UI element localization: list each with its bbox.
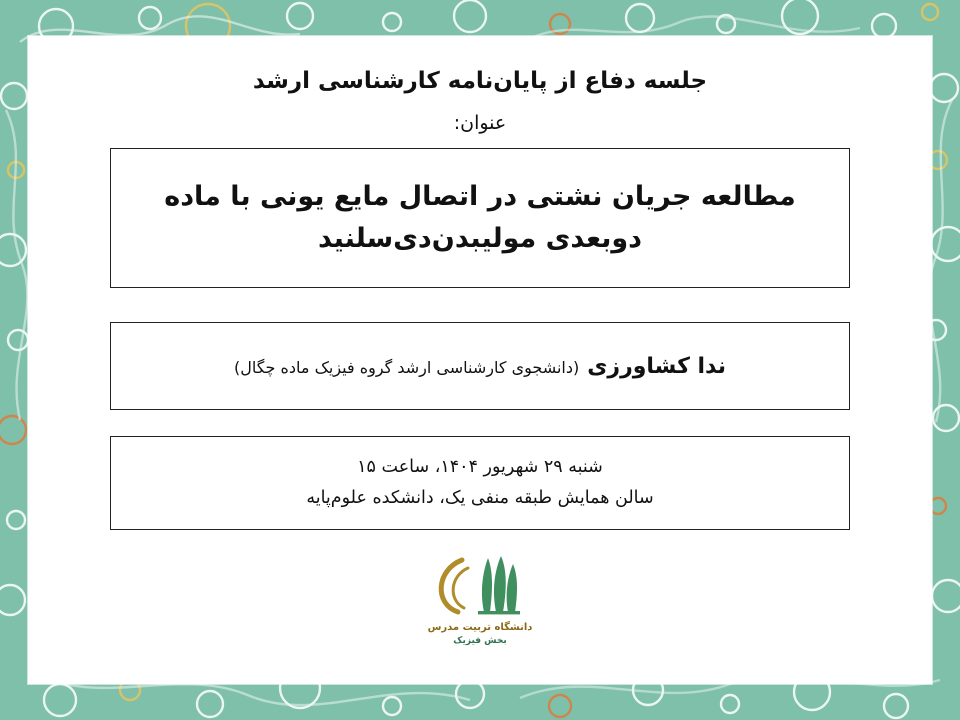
poster-subheader: عنوان: <box>453 112 507 134</box>
logo-caption: دانشگاه تربیت مدرس <box>427 622 533 633</box>
poster-content <box>28 36 932 684</box>
logo-mark <box>428 550 532 620</box>
author-line <box>234 354 726 379</box>
session-datetime: شنبه ۲۹ شهریور ۱۴۰۴، ساعت ۱۵ <box>357 457 603 478</box>
poster-header: جلسه دفاع از پایان‌نامه کارشناسی ارشد <box>252 68 708 94</box>
author-box <box>110 322 850 410</box>
session-details-box <box>110 436 850 530</box>
thesis-title: مطالعه جریان نشتی در اتصال مایع یونی با ماده دوبعدی مولیبدن‌دی‌سلنید <box>164 181 796 254</box>
author-name: ندا کشاورزی <box>587 353 727 379</box>
author-affiliation: (دانشجوی کارشناسی ارشد گروه فیزیک ماده چگال) <box>233 357 580 377</box>
university-logo <box>28 550 932 646</box>
thesis-title-box <box>110 148 850 288</box>
logo-subcaption: بخش فیزیک <box>453 636 507 646</box>
logo-icon <box>428 550 532 620</box>
session-location: سالن همایش طبقه منفی یک، دانشکده علوم‌پایه <box>306 488 654 508</box>
